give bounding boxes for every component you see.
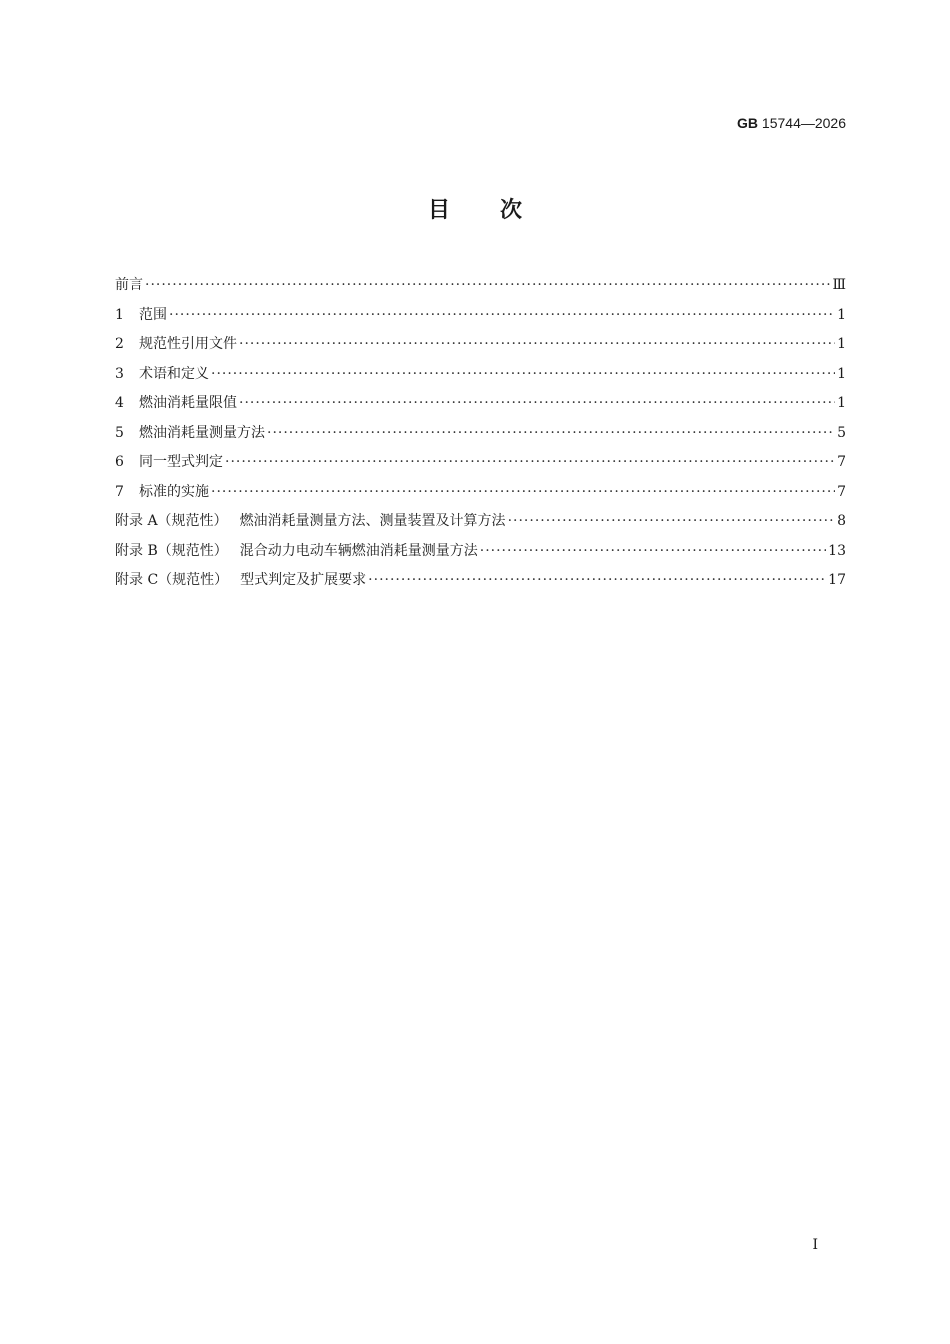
toc-title: 目次 bbox=[427, 198, 572, 223]
dot-leader bbox=[239, 389, 835, 419]
standard-code: 15744—2026 bbox=[761, 115, 846, 131]
toc-entry-page: 1 bbox=[837, 336, 846, 352]
toc-entry-page: Ⅲ bbox=[832, 277, 846, 293]
toc-entry-number: 1 bbox=[115, 306, 124, 323]
page-number: Ⅰ bbox=[812, 1237, 818, 1253]
toc-entry-page: 7 bbox=[837, 454, 846, 470]
annex-label: 附录 B（规范性） bbox=[115, 542, 228, 559]
toc-entry-foreword[interactable] bbox=[115, 271, 846, 301]
annex-label: 附录 A（规范性） bbox=[115, 513, 228, 529]
table-of-contents bbox=[115, 271, 846, 596]
toc-entry-label: 范围 bbox=[139, 306, 167, 323]
toc-entry-label: 燃油消耗量限值 bbox=[139, 395, 237, 411]
dot-leader bbox=[225, 448, 835, 478]
toc-entry-number: 5 bbox=[115, 424, 124, 441]
annex-label: 附录 C（规范性） bbox=[115, 572, 229, 588]
toc-entry-1[interactable] bbox=[115, 301, 846, 331]
dot-leader bbox=[368, 566, 826, 596]
toc-entry-2[interactable] bbox=[115, 330, 846, 360]
toc-entry-7[interactable] bbox=[115, 478, 846, 508]
toc-entry-number: 4 bbox=[115, 395, 124, 411]
annex-title: 燃油消耗量测量方法、测量装置及计算方法 bbox=[239, 513, 506, 529]
toc-entry-annex-b[interactable] bbox=[115, 537, 846, 567]
toc-entry-3[interactable] bbox=[115, 360, 846, 390]
toc-entry-number: 6 bbox=[115, 454, 124, 470]
toc-entry-label: 标准的实施 bbox=[139, 483, 209, 500]
dot-leader bbox=[211, 478, 835, 508]
dot-leader bbox=[239, 330, 835, 360]
toc-entry-5[interactable] bbox=[115, 419, 846, 449]
dot-leader bbox=[267, 419, 835, 449]
toc-entry-number: 2 bbox=[115, 336, 124, 352]
annex-title: 型式判定及扩展要求 bbox=[240, 572, 367, 588]
toc-entry-page: 1 bbox=[837, 365, 846, 382]
toc-entry-page: 8 bbox=[837, 513, 846, 529]
dot-leader bbox=[211, 360, 835, 390]
standard-number bbox=[737, 114, 846, 132]
annex-title: 混合动力电动车辆燃油消耗量测量方法 bbox=[239, 542, 478, 559]
toc-entry-annex-a[interactable] bbox=[115, 507, 846, 537]
toc-entry-page: 17 bbox=[828, 572, 846, 588]
toc-entry-label: 同一型式判定 bbox=[139, 454, 223, 470]
dot-leader bbox=[480, 537, 826, 567]
standard-prefix: GB bbox=[737, 115, 759, 131]
toc-entry-4[interactable] bbox=[115, 389, 846, 419]
toc-entry-annex-c[interactable] bbox=[115, 566, 846, 596]
toc-entry-label: 规范性引用文件 bbox=[139, 336, 237, 352]
toc-entry-page: 1 bbox=[837, 395, 846, 411]
toc-entry-number: 3 bbox=[115, 365, 124, 382]
toc-entry-page: 1 bbox=[837, 306, 846, 323]
dot-leader bbox=[508, 507, 836, 537]
dot-leader bbox=[145, 271, 830, 301]
toc-entry-number: 7 bbox=[115, 483, 124, 500]
toc-entry-page: 13 bbox=[828, 542, 846, 559]
toc-entry-label: 前言 bbox=[115, 277, 143, 293]
toc-entry-label: 术语和定义 bbox=[139, 365, 209, 382]
toc-entry-page: 7 bbox=[837, 483, 846, 500]
toc-entry-page: 5 bbox=[837, 424, 846, 441]
toc-entry-label: 燃油消耗量测量方法 bbox=[139, 424, 265, 441]
dot-leader bbox=[169, 301, 835, 331]
toc-entry-6[interactable] bbox=[115, 448, 846, 478]
